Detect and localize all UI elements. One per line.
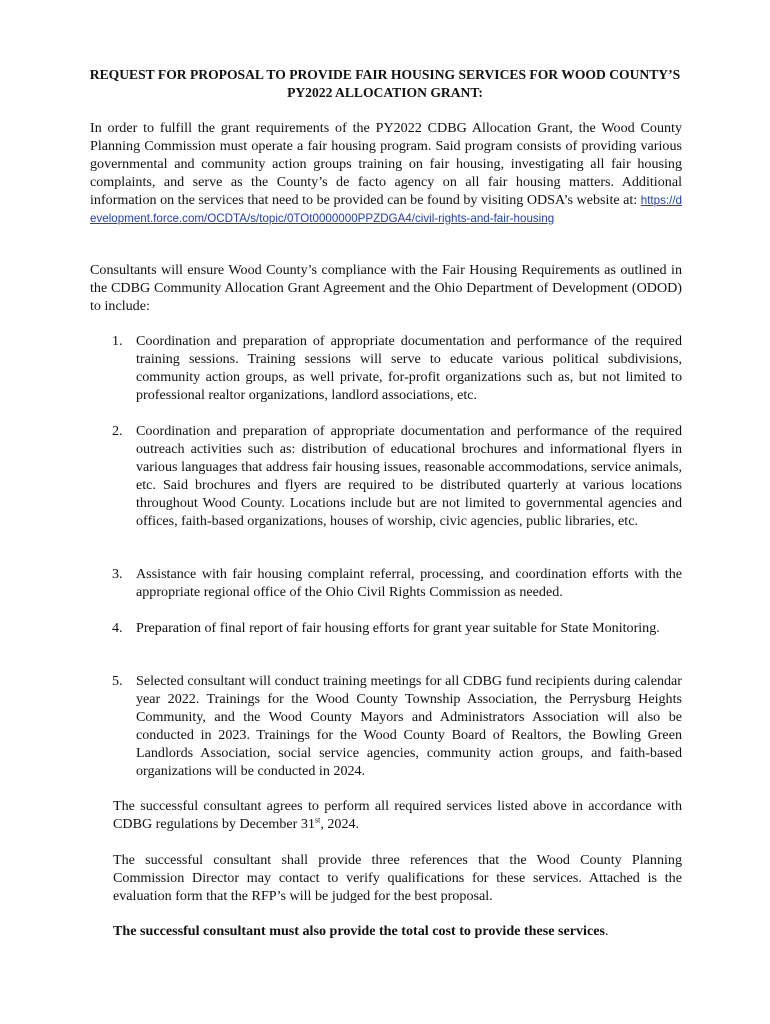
intro-paragraph <box>90 120 682 227</box>
compliance-paragraph: Consultants will ensure Wood County’s compliance with the Fair Housing Requirements as outlined in the CDBG Community Allocation Grant Agreement and the Ohio Department of Development (ODOD) to include: <box>90 262 682 314</box>
references-paragraph: The successful consultant shall provide three references that the Wood County Planning Commission Director may contact to verify qualifications for these services. Attached is the evaluation form that the RFP’s will be judged for the best proposal. <box>113 852 682 904</box>
list-item-text: Preparation of final report of fair housing efforts for grant year suitable for State Monitoring. <box>136 620 660 636</box>
list-item-2 <box>112 423 682 530</box>
list-item-number: 5. <box>112 673 123 689</box>
agreement-year: , 2024. <box>320 815 360 832</box>
cost-paragraph <box>113 923 682 941</box>
cost-period: . <box>604 923 609 939</box>
odsa-website-link[interactable]: https://development.force.com/OCDTA/s/topic/0TOt0000000PPZDGA4/civil-rights-and-fair-housing <box>90 193 682 225</box>
intro-text: In order to fulfill the grant requirements of the PY2022 CDBG Allocation Grant, the Wood County Planning Commission must operate a fair housing program. Said program consists of providing various governmental and community action groups training on fair housing, investigating all fair housing complaints, and serve as the County’s de facto agency on all fair housing matters. Additional information on the services that need to be provided can be found by visiting ODSA’s website at: <box>90 120 682 208</box>
list-item-5 <box>112 673 682 780</box>
list-item-number: 4. <box>112 620 123 636</box>
list-item-3 <box>112 566 682 602</box>
ordinal-suffix: st <box>314 815 321 825</box>
list-item-number: 2. <box>112 423 123 439</box>
agreement-text: The successful consultant agrees to perform all required services listed above in accordance with CDBG regulations by December 31 <box>113 798 682 832</box>
list-item-4 <box>112 620 682 638</box>
list-item-1 <box>112 333 682 405</box>
list-item-text: Selected consultant will conduct training meetings for all CDBG fund recipients during calendar year 2022. Trainings for the Wood County Township Association, the Perrysburg Heights Community, and the Wood County Mayors and Administrators Association will also be conducted in 2023. Trainings for the Wood County Board of Realtors, the Bowling Green Landlords Association, social service agencies, community action groups, and faith-based organizations will be conducted in 2024. <box>136 673 682 779</box>
list-item-number: 1. <box>112 333 123 349</box>
list-item-text: Coordination and preparation of appropriate documentation and performance of the required outreach activities such as: distribution of educational brochures and informational flyers in various languages that address fair housing issues, reasonable accommodations, service animals, etc. Said brochures and flyers are required to be distributed quarterly at various locations throughout Wood County. Locations include but are not limited to governmental agencies and offices, faith-based organizations, houses of worship, civic agencies, public libraries, etc. <box>136 423 682 529</box>
cost-statement: The successful consultant must also provide the total cost to provide these services <box>113 923 605 939</box>
list-item-number: 3. <box>112 566 123 582</box>
document-title: REQUEST FOR PROPOSAL TO PROVIDE FAIR HOUSING SERVICES FOR WOOD COUNTY’S PY2022 ALLOCATION GRANT: <box>89 67 681 100</box>
list-item-text: Assistance with fair housing complaint referral, processing, and coordination efforts with the appropriate regional office of the Ohio Civil Rights Commission as needed. <box>136 566 682 600</box>
agreement-paragraph <box>113 798 682 834</box>
list-item-text: Coordination and preparation of appropriate documentation and performance of the required training sessions. Training sessions will serve to educate various political subdivisions, community action groups, as well private, for-profit organizations such as, but not limited to professional realtor organizations, landlord associations, etc. <box>136 333 682 403</box>
